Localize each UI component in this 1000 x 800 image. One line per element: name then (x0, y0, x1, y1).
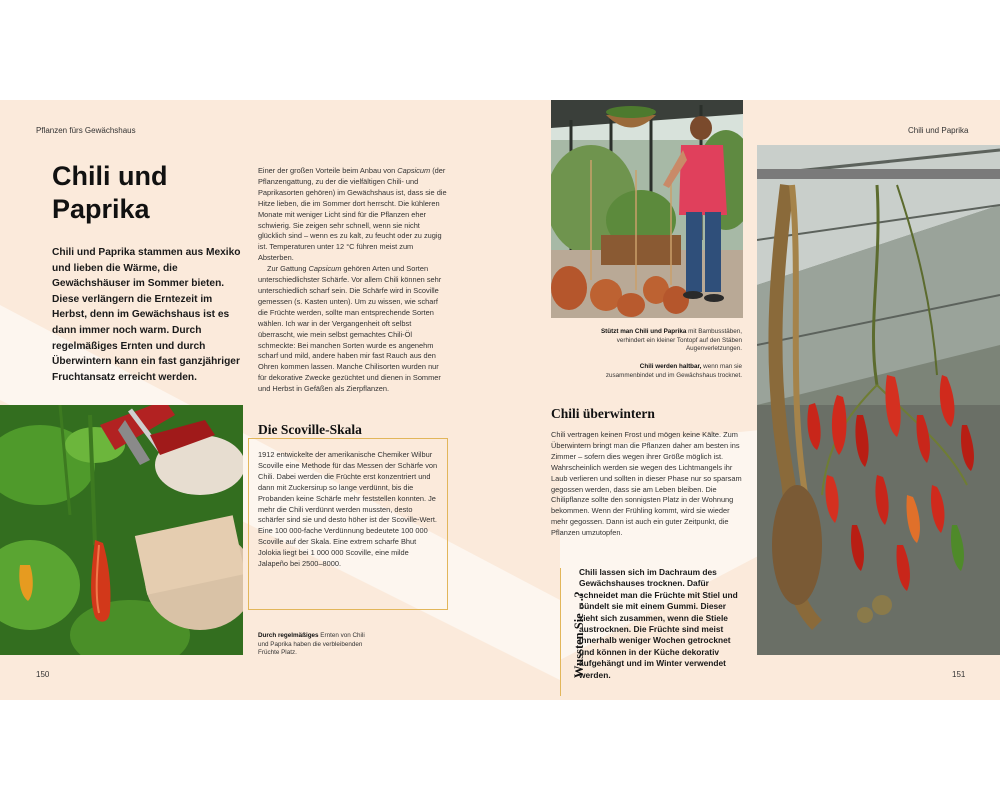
lead-paragraph: Chili und Paprika stammen aus Mexiko und lieben die Wärme, die Gewächshäuser im Sommer bieten. Diese verlängern die Erntezeit im Herbst, denn im Gewächshaus ist es dann immer noch warm. Durch regelmäßiges Ernten und durch Überwintern kann ein fast ganzjähriger Fruchtansatz erreicht werden. (52, 247, 241, 383)
running-head-left: Pflanzen fürs Gewächshaus (36, 126, 136, 135)
page-number-left: 150 (36, 670, 50, 679)
page-title (52, 160, 167, 226)
body-paragraph-2: Zur Gattung Capsicum gehören Arten und Sorten unterschiedlichster Schärfe. Vor allem Chili können sehr unterschiedlich scharf sein. Die Schärfe wird in Scoville gemessen (s. Kasten unten). Um zu wissen, wie scharf die Früchte werden, sollte man entsprechende Sorten wählen. Ich war in der Vergangenheit oft selbst überrascht, wie mein selbst gemachtes Chili-Öl schmeckte: Bei manchen Sorten wurde es angenehm scharf und mild, andere haben mir fast Rauch aus den Ohren kommen lassen. Manche Chilisorten wurden nur für dekorative Zwecke gezüchtet und dienen in Sommer und Herbst in Gefäßen als Zierpflanzen. (258, 264, 442, 394)
drying-chili-photo (757, 145, 1000, 655)
title-line-2: Paprika (52, 194, 150, 224)
winter-text: Chili vertragen keinen Frost und mögen keine Kälte. Zum Überwintern bringt man die Pflanzen daher am besten ins Zimmer – sofern dies wegen ihrer Größe möglich ist. Wahrscheinlich werden sie wegen des Lichtmangels ihr Laub verlieren und sollten in dieser Phase nur so sparsam gegossen werden, dass sie am Leben bleiben. Die Chilipflanze sollte den sonnigsten Platz in der Wohnung bekommen. Wenn der Frühling kommt, wird sie wieder mehr gegossen. Dann ist auch ein guter Zeitpunkt, die Pflanzen umzutopfen. (551, 430, 742, 538)
photo-caption-right-2: Chili werden haltbar, wenn man sie zusammenbindet und im Gewächshaus trocknet. (605, 363, 742, 379)
scoville-heading: Die Scoville-Skala (258, 422, 362, 437)
photo-caption-left: Durch regelmäßiges Ernten von Chili und Paprika haben die verbleibenden Früchte Platz. (258, 632, 365, 657)
page-number-right: 151 (952, 670, 966, 679)
title-line-1: Chili und (52, 161, 168, 191)
greenhouse-photo (551, 100, 743, 318)
chili-harvest-photo (0, 405, 243, 655)
wussten-text: Chili lassen sich im Dachraum des Gewächshauses trocknen. Dafür schneidet man die Früchte mit Stiel und bündelt sie mit einem Gummi. Dieser zieht sich zusammen, wenn die Stiele austrocknen. Die Früchte sind meist innerhalb weniger Wochen getrocknet und können in der Küche dekorativ aufgehängt und im Winter verwendet werden. (579, 567, 738, 680)
book-spread (0, 100, 1000, 700)
wussten-label: Wussten Sie …? (572, 591, 586, 678)
winter-heading: Chili überwintern (551, 406, 655, 421)
body-paragraph-1: Einer der großen Vorteile beim Anbau von Capsicum (der Pflanzengattung, zu der die vielfältigen Chili- und Paprikasorten gehören) im Gewächshaus ist, dass sie die Hitze lieben, die im Sommer dort herrscht. Die kühleren Monate mit weniger Licht sind für die Pflanzen eher schwierig. Sie zeigen sehr schnell, wenn sie nicht glücklich sind – wenn es zu kalt, zu feucht oder zu zugig ist. Temperaturen unter 12 °C führen meist zum Absterben. (258, 166, 447, 263)
scoville-text: 1912 entwickelte der amerikanische Chemiker Wilbur Scoville eine Methode für das Messen der Schärfe von Chili. Dabei werden die Früchte erst konzentriert und dann mit Zuckersirup so lange verdünnt, bis die Probanden keine Schärfe mehr feststellen konnten. Je mehr die Chili verdünnt werden mussten, desto schärfer sind sie und desto höher ist der Scoville-Wert. Eine 100 000-fache Verdünnung bedeutete 100 000 Scoville auf der Skala. Eine extrem scharfe Bhut Jolokia liegt bei 1 000 000 Scoville, eine milde Jalapeño bei 2500–8000. (258, 450, 438, 569)
photo-caption-right-1: Stützt man Chili und Paprika mit Bambusstäben, verhindert ein kleiner Tontopf auf den Stäben Augenverletzungen. (600, 328, 742, 353)
body-text-left (258, 166, 448, 395)
running-head-right: Chili und Paprika (908, 126, 969, 135)
